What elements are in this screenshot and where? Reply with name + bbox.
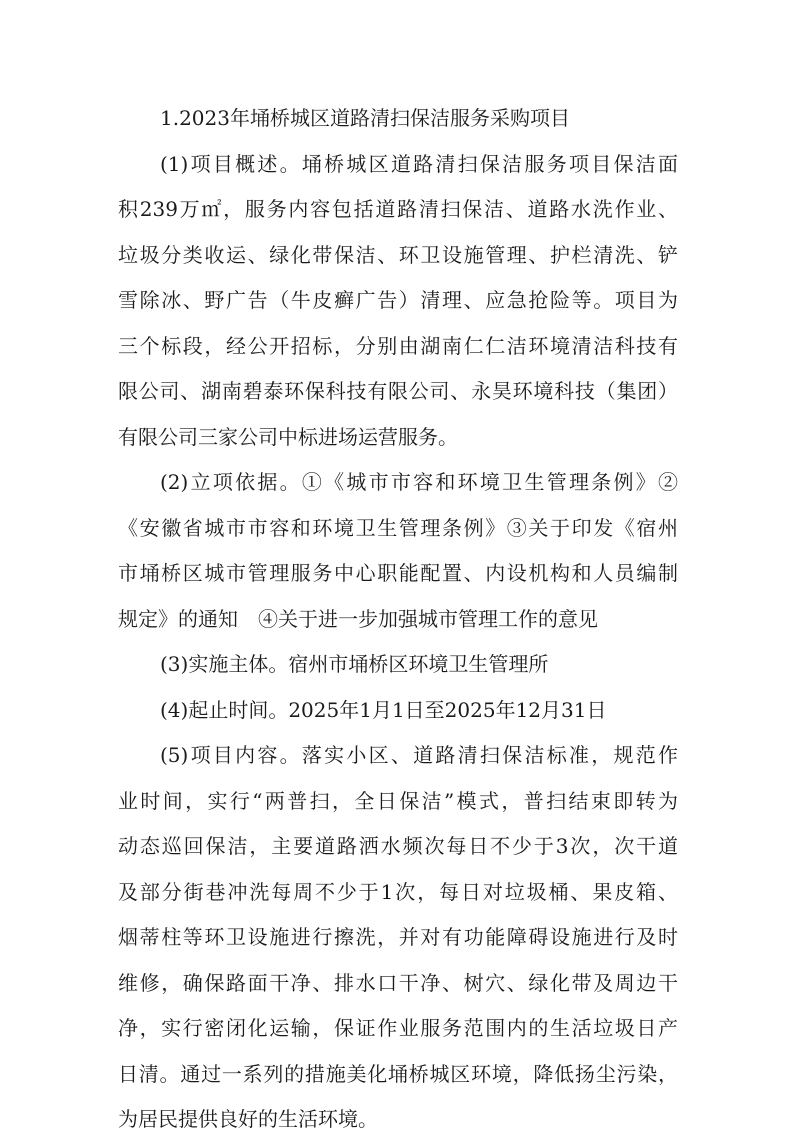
document-body: [118, 96, 678, 1143]
paragraph-line: 及部分街巷冲洗每周不少于1次，每日对垃圾桶、果皮箱、: [118, 879, 678, 904]
paragraph-line: 日清。通过一系列的措施美化埇桥城区环境，降低扬尘污染，: [118, 1061, 678, 1086]
paragraph-line: 有限公司三家公司中标进场运营服务。: [118, 424, 458, 449]
paragraph-line: 《安徽省城市市容和环境卫生管理条例》③关于印发《宿州: [118, 515, 678, 540]
paragraph-line: 维修，确保路面干净、排水口干净、树穴、绿化带及周边干: [118, 970, 678, 995]
paragraph-line: (4)起止时间。2025年1月1日至2025年12月31日: [160, 697, 607, 722]
paragraph-line: 净，实行密闭化运输，保证作业服务范围内的生活垃圾日产: [118, 1016, 678, 1040]
paragraph-line: 为居民提供良好的生活环境。: [118, 1107, 378, 1131]
paragraph-line: 市埇桥区城市管理服务中心职能配置、内设机构和人员编制: [118, 561, 678, 585]
paragraph-line: (1)项目概述。埇桥城区道路清扫保洁服务项目保洁面: [160, 151, 678, 176]
paragraph-line: 业时间，实行“两普扫，全日保洁”模式，普扫结束即转为: [118, 788, 678, 813]
paragraph-line: 垃圾分类收运、绿化带保洁、环卫设施管理、护栏清洗、铲: [118, 242, 678, 267]
paragraph-line: 烟蒂柱等环卫设施进行擦洗，并对有功能障碍设施进行及时: [118, 925, 678, 949]
paragraph-line: 三个标段，经公开招标，分别由湖南仁仁洁环境清洁科技有: [118, 333, 678, 358]
paragraph-line: (3)实施主体。宿州市埇桥区环境卫生管理所: [160, 652, 549, 676]
section-heading: 1.2023年埇桥城区道路清扫保洁服务采购项目: [160, 106, 570, 130]
paragraph-line: 规定》的通知 ④关于进一步加强城市管理工作的意见: [118, 606, 598, 631]
paragraph-line: 雪除冰、野广告（牛皮癣广告）清理、应急抢险等。项目为: [118, 288, 678, 312]
paragraph-line: 动态巡回保洁，主要道路洒水频次每日不少于3次，次干道: [118, 834, 678, 858]
paragraph-line: (2)立项依据。①《城市市容和环境卫生管理条例》②: [160, 470, 678, 494]
paragraph-line: 积239万㎡，服务内容包括道路清扫保洁、道路水洗作业、: [118, 197, 678, 221]
paragraph-line: (5)项目内容。落实小区、道路清扫保洁标准，规范作: [160, 743, 678, 767]
paragraph-line: 限公司、湖南碧泰环保科技有限公司、永昊环境科技（集团）: [118, 379, 678, 403]
